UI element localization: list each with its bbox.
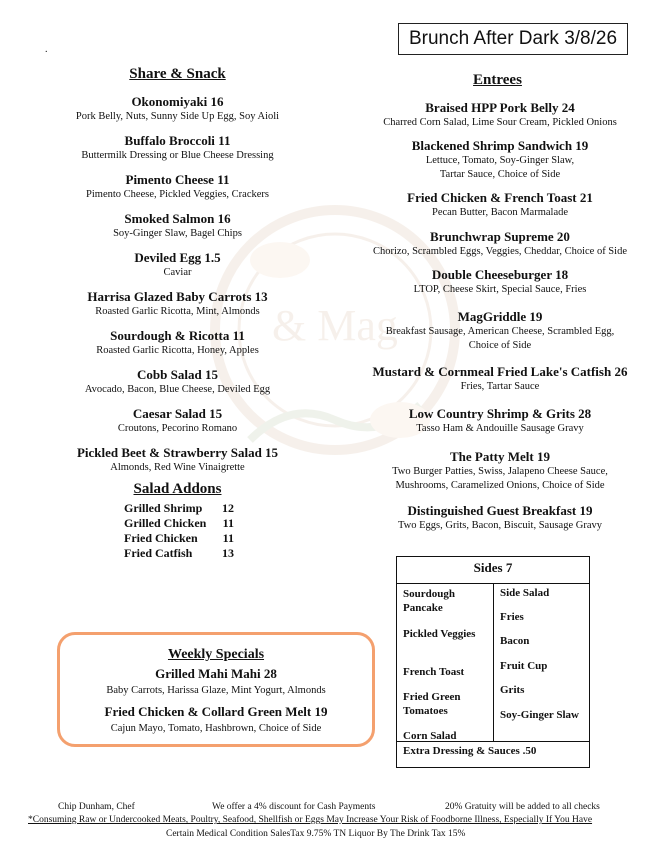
item-description: Fries, Tartar Sauce	[460, 381, 540, 392]
item-description: Baby Carrots, Harissa Glaze, Mint Yogurt, Almonds	[106, 685, 326, 696]
addon-name: Grilled Chicken	[124, 516, 207, 530]
side-item: French Toast	[403, 666, 465, 678]
item-name: Pimento Cheese 11	[125, 172, 230, 187]
entrees-title: Entrees	[473, 72, 522, 88]
item-description: Lettuce, Tomato, Soy-Ginger Slaw,	[425, 155, 575, 166]
side-item: Sourdough Pancake	[403, 588, 455, 614]
menu-item	[345, 267, 655, 297]
item-description: Croutons, Pecorino Romano	[117, 423, 238, 434]
addon-row	[124, 531, 234, 546]
item-name: Low Country Shrimp & Grits 28	[408, 406, 592, 421]
item-name: The Patty Melt 19	[449, 449, 550, 464]
footer-gratuity: 20% Gratuity will be added to all checks	[445, 802, 600, 812]
menu-item	[40, 250, 315, 280]
menu-item	[345, 138, 655, 182]
menu-item	[40, 406, 315, 436]
menu-item	[345, 406, 655, 436]
menu-item	[345, 309, 655, 353]
addon-price: 11	[222, 516, 234, 530]
item-name: Buffalo Broccoli 11	[124, 133, 231, 148]
salad-addons-title: Salad Addons	[133, 481, 222, 497]
extra-dressing-note: Extra Dressing & Sauces .50	[403, 745, 537, 757]
item-description-line2: Tartar Sauce, Choice of Side	[439, 169, 561, 180]
item-name: Cobb Salad 15	[137, 367, 218, 382]
side-item: Fruit Cup	[500, 660, 548, 672]
item-description: LTOP, Cheese Skirt, Special Sauce, Fries	[413, 284, 587, 295]
item-description: Roasted Garlic Ricotta, Mint, Almonds	[95, 306, 260, 317]
item-description: Pimento Cheese, Pickled Veggies, Crackers	[86, 189, 269, 200]
item-description: Roasted Garlic Ricotta, Honey, Apples	[96, 345, 259, 356]
item-description: Caviar	[163, 267, 192, 278]
item-name: MagGriddle 19	[457, 309, 543, 324]
svg-text:& Mag: & Mag	[272, 301, 398, 350]
side-item: Fries	[500, 611, 524, 623]
special-item	[60, 704, 372, 736]
menu-item	[40, 328, 315, 358]
menu-item	[40, 289, 315, 319]
footer-discount: We offer a 4% discount for Cash Payments	[212, 802, 376, 812]
item-description: Pecan Butter, Bacon Marmalade	[431, 207, 569, 218]
menu-item	[345, 100, 655, 130]
item-name: Mustard & Cornmeal Fried Lake's Catfish 26	[372, 364, 628, 379]
side-item: Side Salad	[500, 587, 550, 599]
item-name: Fried Chicken & Collard Green Melt 19	[104, 704, 328, 719]
weekly-specials-box	[57, 632, 375, 747]
menu-item	[40, 172, 315, 202]
salad-addons-list	[124, 501, 234, 561]
menu-item	[345, 503, 655, 533]
side-item: Grits	[500, 684, 525, 696]
item-name: Braised HPP Pork Belly 24	[425, 100, 575, 115]
addon-row	[124, 546, 234, 561]
item-name: Caesar Salad 15	[132, 406, 223, 421]
addon-price: 11	[222, 531, 234, 545]
footer-chef: Chip Dunham, Chef	[58, 802, 135, 812]
sides-box	[396, 556, 590, 768]
item-description-line2: Choice of Side	[468, 340, 532, 351]
item-description: Soy-Ginger Slaw, Bagel Chips	[113, 228, 242, 239]
item-name: Deviled Egg 1.5	[134, 250, 221, 265]
item-description: Almonds, Red Wine Vinaigrette	[110, 462, 245, 473]
footer-warning: *Consuming Raw or Undercooked Meats, Poultry, Seafood, Shellfish or Eggs May Increase Your Risk of Foodborne Illness, Especially If You Have	[28, 815, 593, 825]
menu-item	[345, 364, 655, 394]
item-name: Pickled Beet & Strawberry Salad 15	[76, 445, 279, 460]
addon-price: 13	[222, 546, 234, 560]
item-name: Double Cheeseburger 18	[431, 267, 569, 282]
item-description: Cajun Mayo, Tomato, Hashbrown, Choice of Side	[110, 723, 322, 734]
item-description: Tasso Ham & Andouille Sausage Gravy	[416, 423, 584, 434]
item-description: Pork Belly, Nuts, Sunny Side Up Egg, Soy Aioli	[75, 111, 280, 122]
item-name: Blackened Shrimp Sandwich 19	[411, 138, 589, 153]
stray-dot: .	[45, 44, 48, 55]
weekly-specials-list	[60, 666, 372, 736]
side-item: Bacon	[500, 635, 530, 647]
sides-title: Sides 7	[397, 557, 589, 584]
side-item: Corn Salad	[403, 730, 457, 742]
addon-name: Fried Catfish	[124, 546, 193, 560]
addon-row	[124, 501, 234, 516]
menu-item	[40, 133, 315, 163]
sides-divider	[493, 583, 494, 741]
item-name: Fried Chicken & French Toast 21	[407, 190, 593, 205]
side-item: Pickled Veggies	[403, 628, 476, 640]
menu-item	[40, 94, 315, 124]
item-description-line2: Mushrooms, Caramelized Onions, Choice of Side	[395, 480, 605, 491]
menu-title: Brunch After Dark 3/8/26	[398, 23, 628, 55]
item-description: Avocado, Bacon, Blue Cheese, Deviled Egg	[84, 384, 271, 395]
menu-item	[345, 229, 655, 259]
side-item: Fried Green Tomatoes	[403, 691, 461, 717]
item-description: Breakfast Sausage, American Cheese, Scrambled Egg,	[385, 326, 615, 337]
addon-row	[124, 516, 234, 531]
share-snack-title: Share & Snack	[129, 66, 226, 82]
addon-name: Fried Chicken	[124, 531, 198, 545]
item-name: Smoked Salmon 16	[124, 211, 231, 226]
side-item: Soy-Ginger Slaw	[500, 709, 579, 721]
special-item	[60, 666, 372, 698]
menu-item	[40, 367, 315, 397]
item-description: Two Burger Patties, Swiss, Jalapeno Cheese Sauce,	[392, 466, 608, 477]
item-name: Sourdough & Ricotta 11	[110, 328, 245, 343]
menu-item	[40, 211, 315, 241]
menu-item	[345, 190, 655, 220]
item-name: Brunchwrap Supreme 20	[430, 229, 570, 244]
weekly-specials-title: Weekly Specials	[167, 647, 265, 662]
item-description: Buttermilk Dressing or Blue Cheese Dressing	[81, 150, 274, 161]
item-name: Harrisa Glazed Baby Carrots 13	[87, 289, 268, 304]
footer-tax: Certain Medical Condition SalesTax 9.75% TN Liquor By The Drink Tax 15%	[166, 829, 466, 839]
item-name: Distinguished Guest Breakfast 19	[407, 503, 593, 518]
addon-price: 12	[222, 501, 234, 515]
item-description: Chorizo, Scrambled Eggs, Veggies, Cheddar, Choice of Side	[373, 246, 627, 257]
addon-name: Grilled Shrimp	[124, 501, 203, 515]
item-description: Charred Corn Salad, Lime Sour Cream, Pickled Onions	[383, 117, 617, 128]
item-name: Okonomiyaki 16	[131, 94, 224, 109]
item-description: Two Eggs, Grits, Bacon, Biscuit, Sausage Gravy	[398, 520, 602, 531]
menu-item	[345, 449, 655, 493]
menu-item	[40, 445, 315, 475]
item-name: Grilled Mahi Mahi 28	[155, 666, 277, 681]
